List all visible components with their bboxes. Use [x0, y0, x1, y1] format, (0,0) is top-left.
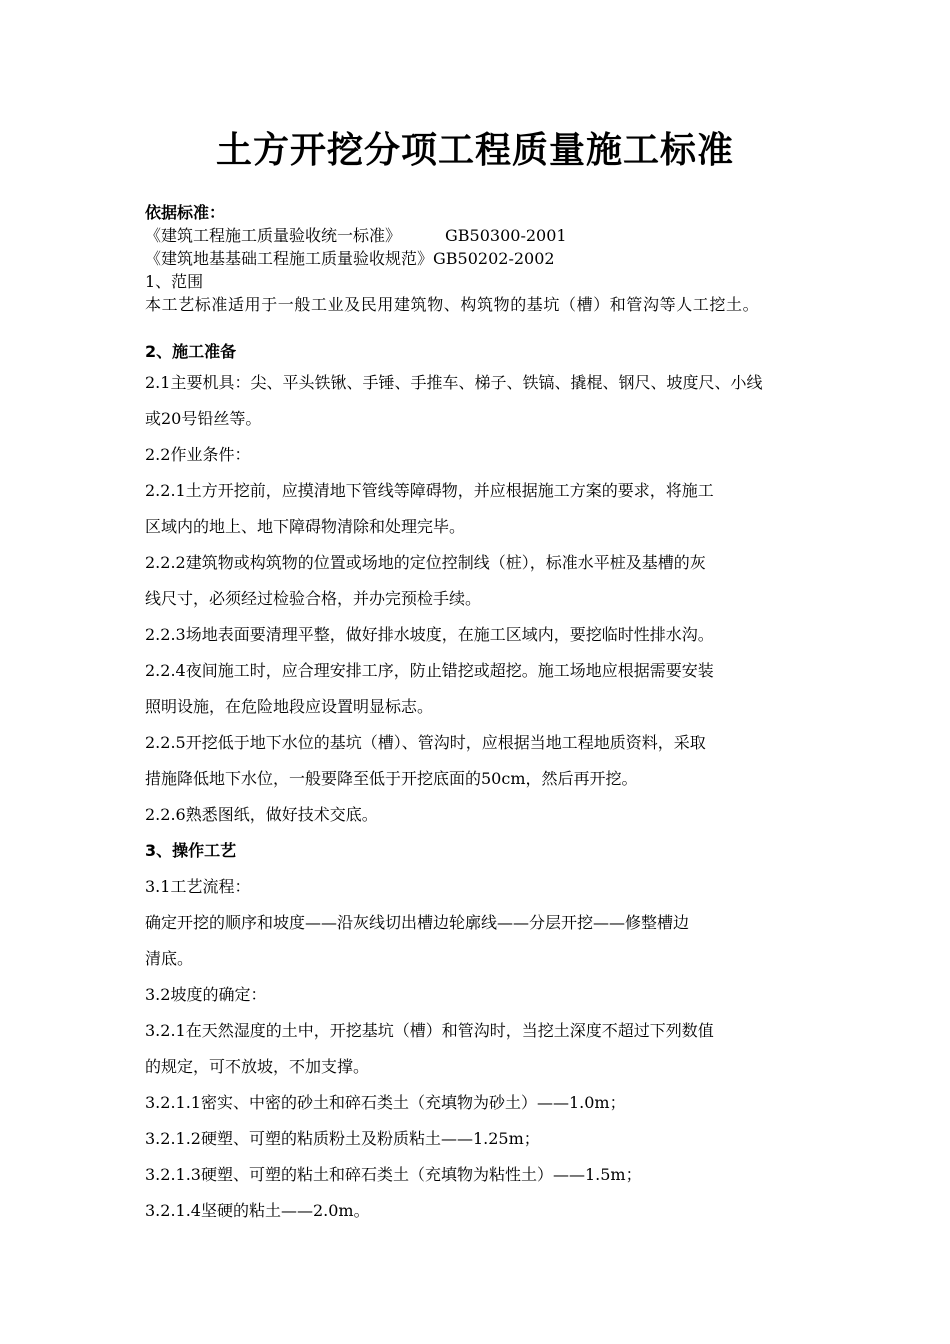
para-2-2-1-line-a: 2.2.1土方开挖前，应摸清地下管线等障碍物，并应根据施工方案的要求，将施工 [145, 481, 714, 500]
para-2-2-4-line-b: 照明设施，在危险地段应设置明显标志。 [145, 697, 434, 716]
para-3-2-1-3: 3.2.1.3硬塑、可塑的粘土和碎石类土（充填物为粘性土）——1.5m； [145, 1165, 642, 1184]
para-3-2-1-line-b: 的规定，可不放坡，不加支撑。 [145, 1057, 370, 1076]
para-2-1-line-b: 或20号铅丝等。 [145, 409, 262, 428]
para-3-2: 3.2坡度的确定： [145, 985, 267, 1004]
para-3-2-1-2: 3.2.1.2硬塑、可塑的粘质粉土及粉质粘土——1.25m； [145, 1129, 540, 1148]
standard-1-name: 《建筑工程施工质量验收统一标准》 [145, 226, 402, 245]
basis-heading: 依据标准： [145, 203, 226, 222]
section-1-text: 本工艺标准适用于一般工业及民用建筑物、构筑物的基坑（槽）和管沟等人工挖土。 [145, 295, 760, 314]
para-2-2-6: 2.2.6熟悉图纸，做好技术交底。 [145, 805, 378, 824]
para-2-2-5-line-b: 措施降低地下水位，一般要降至低于开挖底面的50cm，然后再开挖。 [145, 769, 638, 788]
para-2-2-2-line-b: 线尺寸，必须经过检验合格，并办完预检手续。 [145, 589, 482, 608]
para-2-2: 2.2作业条件： [145, 445, 251, 464]
para-3-1-flow-line-a: 确定开挖的顺序和坡度——沿灰线切出槽边轮廓线——分层开挖——修整槽边 [145, 913, 690, 932]
para-2-1-line-a: 2.1主要机具：尖、平头铁锹、手锤、手推车、梯子、铁镐、撬棍、钢尺、坡度尺、小线 [145, 373, 763, 392]
standard-line-2 [145, 247, 813, 270]
para-2-2-5-line-a: 2.2.5开挖低于地下水位的基坑（槽）、管沟时，应根据当地工程地质资料，采取 [145, 733, 706, 752]
standard-2-code: GB50202-2002 [433, 249, 555, 268]
para-3-1: 3.1工艺流程： [145, 877, 251, 896]
para-3-1-flow-line-b: 清底。 [145, 949, 194, 968]
standard-2-name: 《建筑地基基础工程施工质量验收规范》 [145, 249, 434, 268]
document-body [145, 201, 813, 1229]
para-3-2-1-line-a: 3.2.1在天然湿度的土中，开挖基坑（槽）和管沟时，当挖土深度不超过下列数值 [145, 1021, 714, 1040]
standard-1-code: GB50300-2001 [445, 226, 567, 245]
para-2-2-1-line-b: 区域内的地上、地下障碍物清除和处理完毕。 [145, 517, 466, 536]
section-2-heading: 2、施工准备 [145, 342, 237, 361]
para-2-2-4-line-a: 2.2.4夜间施工时，应合理安排工序，防止错挖或超挖。施工场地应根据需要安装 [145, 661, 714, 680]
para-2-2-2-line-a: 2.2.2建筑物或构筑物的位置或场地的定位控制线（桩），标准水平桩及基槽的灰 [145, 553, 706, 572]
document-title: 土方开挖分项工程质量施工标准 [215, 130, 734, 171]
para-3-2-1-1: 3.2.1.1密实、中密的砂土和碎石类土（充填物为砂土）——1.0m； [145, 1093, 626, 1112]
standard-line-1 [145, 224, 813, 247]
para-2-2-3: 2.2.3场地表面要清理平整，做好排水坡度，在施工区域内，要挖临时性排水沟。 [145, 625, 714, 644]
section-3-heading: 3、操作工艺 [145, 841, 237, 860]
section-1-heading: 1、范围 [145, 272, 204, 291]
para-3-2-1-4: 3.2.1.4坚硬的粘土——2.0m。 [145, 1201, 370, 1220]
